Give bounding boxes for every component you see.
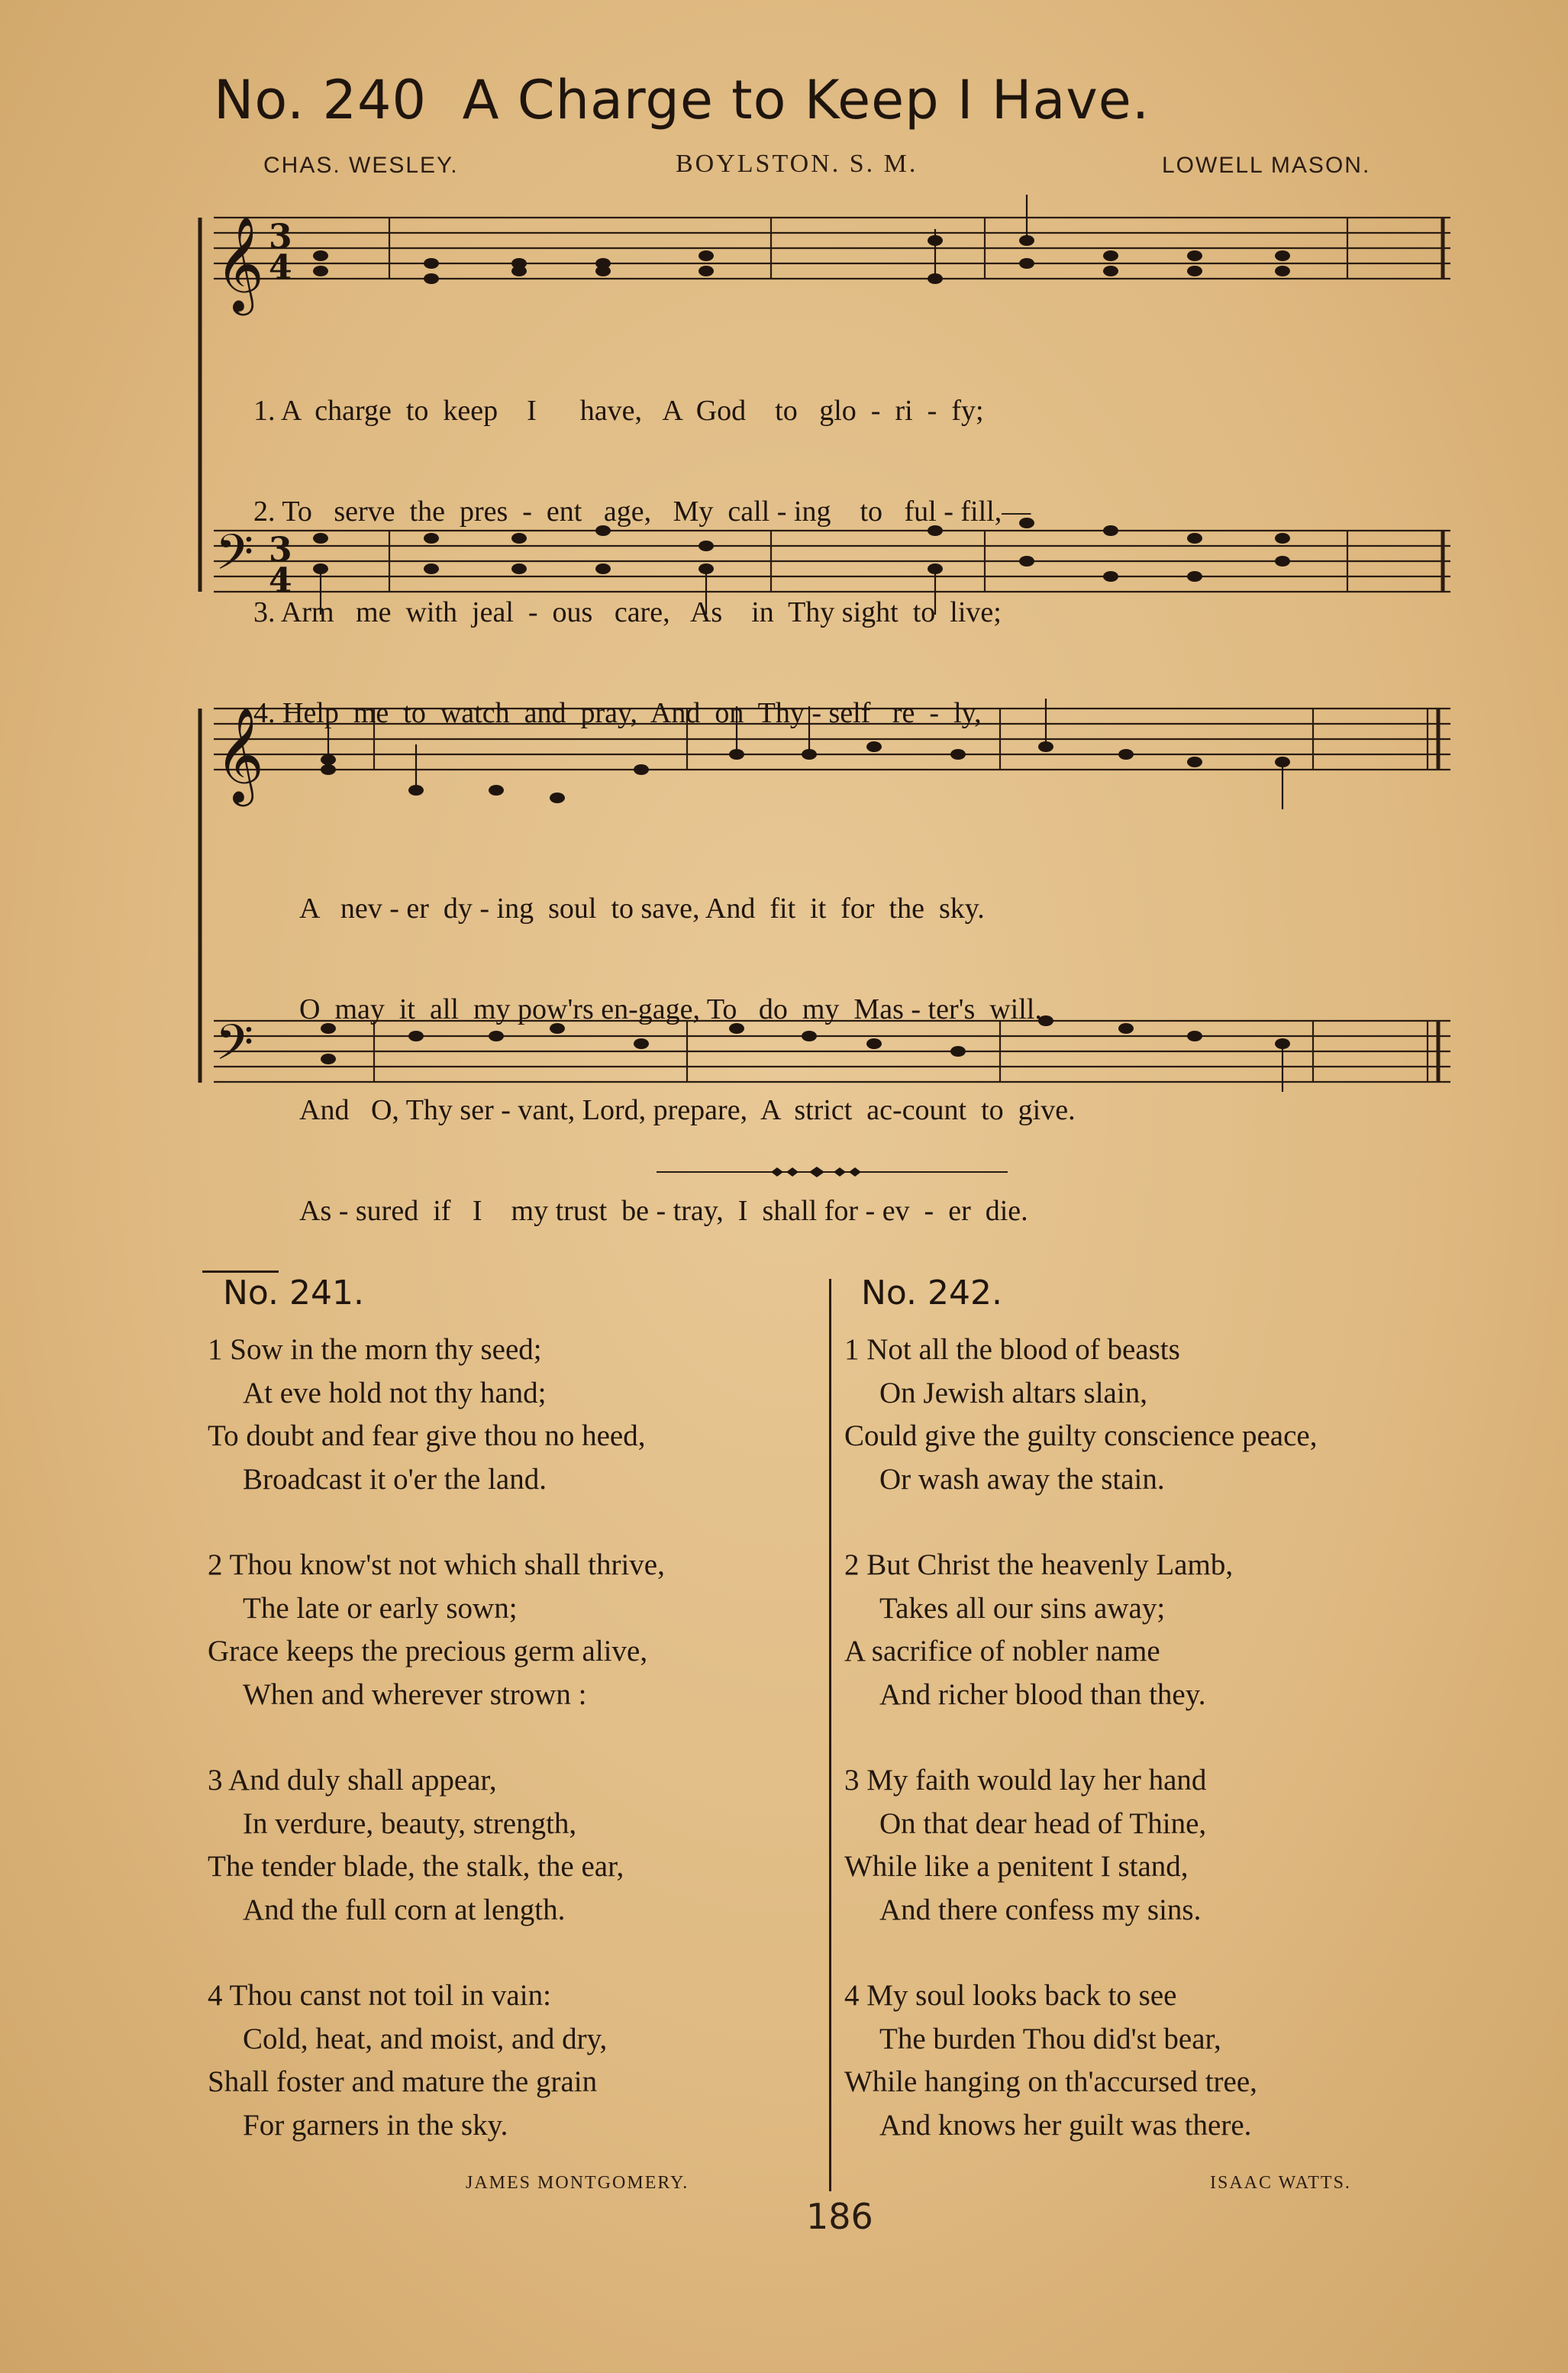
- hymn-name: A Charge to Keep I Have.: [462, 69, 1150, 131]
- stanza-line: 2 Thou know'st not which shall thrive,: [208, 1548, 665, 1581]
- stanza-line: The burden Thou did'st bear,: [879, 2022, 1221, 2055]
- stanza-line: 3 And duly shall appear,: [208, 1764, 497, 1797]
- verse-3-line-2: And O, Thy ser - vant, Lord, prepare, A strict ac-count to give.: [299, 1094, 1076, 1126]
- stanza-line: Shall foster and mature the grain: [208, 2065, 598, 2098]
- hymn-tune: BOYLSTON. S. M.: [676, 150, 918, 178]
- verse-4-line-2: As - sured if I my trust be - tray, I shall for - ev - er die.: [299, 1195, 1028, 1227]
- svg-text:3: 3: [269, 531, 292, 570]
- hymn-241-author: JAMES MONTGOMERY.: [466, 2173, 689, 2193]
- stanza-line: When and wherever strown :: [243, 1677, 587, 1711]
- stanza-line: 4 My soul looks back to see: [844, 1979, 1177, 2012]
- verse-2-line-2: O may it all my pow'rs en-gage, To do my Mas - ter's will.: [299, 993, 1042, 1025]
- svg-text:3: 3: [269, 218, 292, 257]
- svg-text:4: 4: [269, 561, 292, 600]
- stanza-line: 4 Thou canst not toil in vain:: [208, 1979, 551, 2012]
- stanza-line: On that dear head of Thine,: [879, 1806, 1207, 1840]
- stanza-line: 1 Sow in the morn thy seed;: [208, 1333, 542, 1366]
- stanza-line: And knows her guilt was there.: [879, 2108, 1252, 2142]
- stanza-line: For garners in the sky.: [243, 2108, 508, 2142]
- ornament-divider: [657, 1161, 1008, 1183]
- hymn-242-number: No. 242.: [861, 1274, 1003, 1312]
- stanza-line: On Jewish altars slain,: [879, 1376, 1147, 1409]
- hymn-242-text: [844, 1329, 1317, 2147]
- hymn-241-text: [208, 1329, 665, 2147]
- stanza-line: And the full corn at length.: [243, 1893, 566, 1926]
- stanza-line: While like a penitent I stand,: [844, 1850, 1189, 1883]
- hymn-number: No. 240: [214, 69, 427, 131]
- stanza-line: Takes all our sins away;: [879, 1591, 1166, 1625]
- heading-rule: [202, 1270, 279, 1273]
- column-divider: [829, 1279, 831, 2191]
- svg-text:4: 4: [269, 248, 292, 287]
- stanza-line: Cold, heat, and moist, and dry,: [243, 2022, 608, 2055]
- stanza-line: And there confess my sins.: [879, 1893, 1202, 1926]
- stanza-line: At eve hold not thy hand;: [243, 1376, 547, 1409]
- verse-3-line-1: 3. Arm me with jeal - ous care, As in Thy sight to live;: [253, 596, 1002, 628]
- verse-lines-2: [299, 825, 1076, 1261]
- stanza-line: 1 Not all the blood of beasts: [844, 1333, 1180, 1366]
- bass-clef-icon: 𝄢: [215, 525, 254, 593]
- stanza-line: The late or early sown;: [243, 1591, 518, 1625]
- verse-lines-1: [253, 327, 1031, 764]
- treble-clef-icon: 𝄞: [215, 707, 264, 802]
- stanza-line: Or wash away the stain.: [879, 1462, 1165, 1496]
- stanza-line: Could give the guilty conscience peace,: [844, 1419, 1318, 1452]
- stanza-line: 3 My faith would lay her hand: [844, 1764, 1207, 1797]
- verse-1-line-1: 1. A charge to keep I have, A God to glo - ri - fy;: [253, 395, 984, 427]
- stanza-line: In verdure, beauty, strength,: [243, 1806, 577, 1840]
- verse-1-line-2: A nev - er dy - ing soul to save, And fit it for the sky.: [299, 893, 985, 925]
- page-number: 186: [806, 2196, 873, 2237]
- stanza-line: And richer blood than they.: [879, 1677, 1206, 1711]
- hymn-241-number: No. 241.: [223, 1274, 365, 1312]
- stanza-line: Grace keeps the precious germ alive,: [208, 1635, 648, 1668]
- treble-clef-icon: 𝄞: [215, 216, 264, 312]
- stanza-line: Broadcast it o'er the land.: [243, 1462, 547, 1496]
- hymn-author: CHAS. WESLEY.: [263, 153, 459, 178]
- hymn-composer: LOWELL MASON.: [1162, 153, 1371, 178]
- stanza-line: 2 But Christ the heavenly Lamb,: [844, 1548, 1234, 1581]
- verse-2-line-1: 2. To serve the pres - ent age, My call - ing to ful - fill,—: [253, 496, 1031, 528]
- stanza-line: While hanging on th'accursed tree,: [844, 2065, 1257, 2098]
- verse-4-line-1: 4. Help me to watch and pray, And on Thy - self re - ly,: [253, 697, 982, 729]
- hymn-242-author: ISAAC WATTS.: [1210, 2173, 1351, 2193]
- stanza-line: To doubt and fear give thou no heed,: [208, 1419, 646, 1452]
- stanza-line: The tender blade, the stalk, the ear,: [208, 1850, 624, 1883]
- stanza-line: A sacrifice of nobler name: [844, 1635, 1160, 1668]
- bass-clef-icon: 𝄢: [215, 1015, 254, 1083]
